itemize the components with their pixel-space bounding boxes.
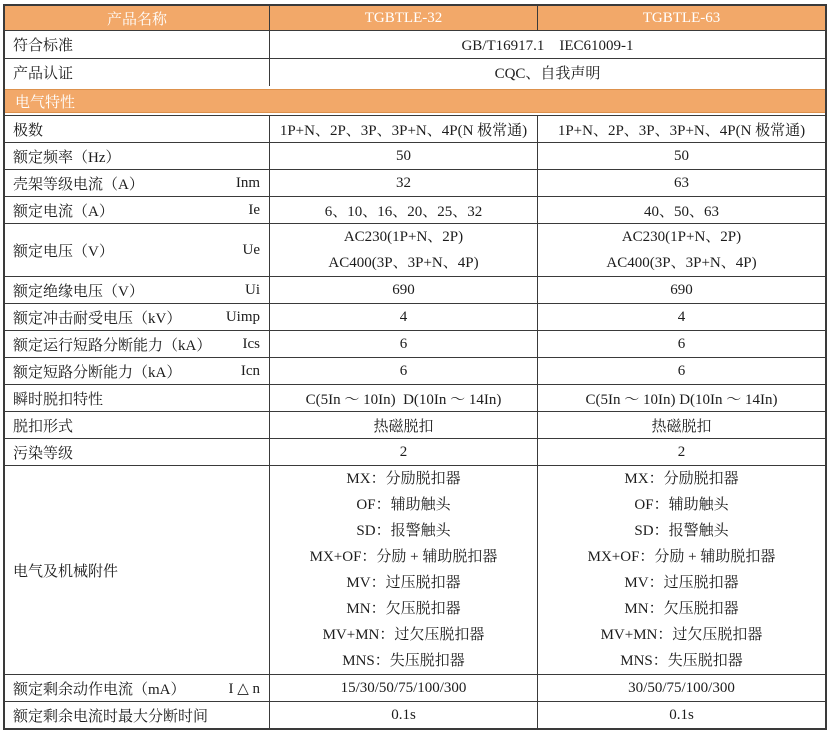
- row-breaking-time: [5, 701, 825, 728]
- row-service-breaking-capacity: [5, 330, 825, 357]
- accessory-mx-of: MX+OF：分励 + 辅助脱扣器: [587, 549, 776, 565]
- accessory-mn: MN：欠压脱扣器: [624, 601, 739, 617]
- ics-value-63: 6: [537, 331, 825, 357]
- icn-value-32: 6: [269, 358, 537, 384]
- ics-symbol: Ics: [242, 335, 260, 352]
- accessory-of: OF：辅助触头: [634, 497, 729, 513]
- accessory-sd: SD：报警触头: [634, 523, 729, 539]
- residual-current-value-63: 30/50/75/100/300: [537, 675, 825, 701]
- row-standards: [5, 30, 825, 58]
- insulation-voltage-label: 额定绝缘电压（V）: [13, 283, 144, 300]
- accessory-mx: MX：分励脱扣器: [346, 471, 461, 487]
- accessory-mx-of: MX+OF：分励 + 辅助脱扣器: [309, 549, 498, 565]
- frame-current-value-63: 63: [537, 170, 825, 196]
- standards-value: GB/T16917.1 IEC61009-1: [269, 31, 825, 58]
- certification-label: 产品认证: [13, 66, 74, 82]
- trip-type-value-32: 热磁脱扣: [269, 412, 537, 438]
- instant-trip-label: 瞬时脱扣特性: [13, 391, 104, 408]
- row-ultimate-breaking-capacity: [5, 357, 825, 384]
- accessory-mns: MNS：失压脱扣器: [620, 653, 743, 669]
- rated-current-value-32: 6、10、16、20、25、32: [269, 197, 537, 223]
- accessory-of: OF：辅助触头: [356, 497, 451, 513]
- accessory-mv: MV：过压脱扣器: [346, 575, 461, 591]
- voltage-line-ac400: AC400(3P、3P+N、4P): [606, 255, 757, 271]
- row-frame-current: [5, 169, 825, 196]
- residual-current-value-32: 15/30/50/75/100/300: [269, 675, 537, 701]
- accessory-mns: MNS：失压脱扣器: [342, 653, 465, 669]
- impulse-voltage-symbol: Uimp: [225, 308, 260, 325]
- row-insulation-voltage: [5, 276, 825, 303]
- icn-symbol: Icn: [240, 362, 260, 379]
- row-pollution-degree: [5, 438, 825, 465]
- voltage-line-ac230: AC230(1P+N、2P): [621, 229, 742, 245]
- residual-current-label: 额定剩余动作电流（mA）: [13, 681, 186, 698]
- insulation-voltage-value-63: 690: [537, 277, 825, 303]
- instant-trip-value-32: C(5In ～ 10In) D(10In ～ 14In): [269, 385, 537, 411]
- pollution-value-63: 2: [537, 439, 825, 465]
- row-certification: [5, 58, 825, 86]
- instant-trip-value-63: C(5In ～ 10In) D(10In ～ 14In): [537, 385, 825, 411]
- accessory-mv-mn: MV+MN：过欠压脱扣器: [600, 627, 763, 643]
- breaking-time-value-32: 0.1s: [269, 702, 537, 728]
- frame-current-label: 壳架等级电流（A）: [13, 176, 144, 193]
- row-rated-voltage: [5, 223, 825, 276]
- header-model-tgbtle-63: TGBTLE-63: [537, 6, 825, 30]
- standards-label: 符合标准: [13, 38, 74, 54]
- rated-current-label: 额定电流（A）: [13, 203, 114, 220]
- ics-value-32: 6: [269, 331, 537, 357]
- voltage-line-ac400: AC400(3P、3P+N、4P): [328, 255, 479, 271]
- rated-voltage-value-63: [537, 224, 825, 276]
- poles-label: 极数: [13, 122, 44, 139]
- voltage-line-ac230: AC230(1P+N、2P): [343, 229, 464, 245]
- rated-voltage-value-32: [269, 224, 537, 276]
- breaking-time-label: 额定剩余电流时最大分断时间: [13, 708, 209, 725]
- row-poles: [5, 115, 825, 142]
- frequency-value-32: 50: [269, 143, 537, 169]
- row-residual-current: [5, 674, 825, 701]
- accessory-mx: MX：分励脱扣器: [624, 471, 739, 487]
- insulation-voltage-symbol: Ui: [245, 281, 260, 298]
- accessory-sd: SD：报警触头: [356, 523, 451, 539]
- rated-voltage-symbol: Ue: [242, 241, 260, 258]
- breaking-time-value-63: 0.1s: [537, 702, 825, 728]
- header-product-name: 产品名称: [106, 11, 167, 28]
- accessories-value-32: [269, 466, 537, 674]
- rated-voltage-label: 额定电压（V）: [13, 243, 114, 260]
- impulse-voltage-value-63: 4: [537, 304, 825, 330]
- poles-value-63: 1P+N、2P、3P、3P+N、4P(N 极常通): [537, 116, 825, 142]
- certification-value: CQC、自我声明: [269, 59, 825, 86]
- frame-current-value-32: 32: [269, 170, 537, 196]
- accessories-label: 电气及机械附件: [13, 563, 119, 580]
- residual-current-symbol: I △ n: [228, 680, 260, 697]
- frame-current-symbol: Inm: [235, 174, 260, 191]
- section-header-electrical: 电气特性: [5, 89, 825, 113]
- trip-type-label: 脱扣形式: [13, 418, 74, 435]
- icn-label: 额定短路分断能力（kA）: [13, 364, 182, 381]
- impulse-voltage-label: 额定冲击耐受电压（kV）: [13, 310, 182, 327]
- row-rated-frequency: [5, 142, 825, 169]
- rated-current-symbol: Ie: [248, 201, 260, 218]
- pollution-label: 污染等级: [13, 445, 74, 462]
- trip-type-value-63: 热磁脱扣: [537, 412, 825, 438]
- header-model-tgbtle-32: TGBTLE-32: [269, 6, 537, 30]
- poles-value-32: 1P+N、2P、3P、3P+N、4P(N 极常通): [269, 116, 537, 142]
- table-header-row: [5, 6, 825, 30]
- accessory-mv-mn: MV+MN：过欠压脱扣器: [322, 627, 485, 643]
- accessory-mv: MV：过压脱扣器: [624, 575, 739, 591]
- icn-value-63: 6: [537, 358, 825, 384]
- row-instant-trip: [5, 384, 825, 411]
- spec-table: [3, 4, 827, 730]
- insulation-voltage-value-32: 690: [269, 277, 537, 303]
- pollution-value-32: 2: [269, 439, 537, 465]
- frequency-value-63: 50: [537, 143, 825, 169]
- impulse-voltage-value-32: 4: [269, 304, 537, 330]
- row-impulse-voltage: [5, 303, 825, 330]
- row-trip-type: [5, 411, 825, 438]
- accessories-value-63: [537, 466, 825, 674]
- ics-label: 额定运行短路分断能力（kA）: [13, 337, 212, 354]
- row-rated-current: [5, 196, 825, 223]
- frequency-label: 额定频率（Hz）: [13, 149, 121, 166]
- row-accessories: [5, 465, 825, 674]
- rated-current-value-63: 40、50、63: [537, 197, 825, 223]
- accessory-mn: MN：欠压脱扣器: [346, 601, 461, 617]
